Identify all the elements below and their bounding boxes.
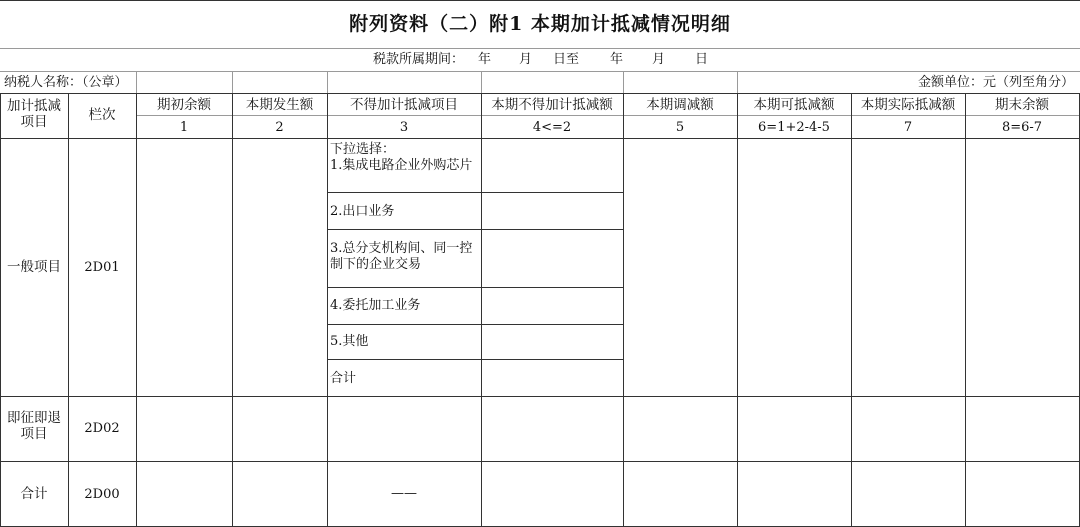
row-immediate-code: 2D02 [84, 421, 120, 436]
period-month-start: 月 [519, 52, 533, 67]
sub-item-other[interactable]: 5.其他 [330, 334, 369, 349]
colnum-5: 5 [675, 120, 685, 135]
colnum-8: 8=6-7 [1001, 120, 1043, 135]
colnum-6: 6=1+2-4-5 [758, 120, 830, 135]
row-immediate-label: 即征即退项目 [7, 410, 61, 443]
colnum-3: 3 [399, 120, 409, 135]
header-deductible: 本期可抵减额 [753, 97, 835, 113]
header-adjustment: 本期调减额 [646, 97, 714, 113]
page-title: 附列资料（二）附1 本期加计抵减情况明细 [349, 13, 731, 35]
sub-item-processing[interactable]: 4.委托加工业务 [330, 298, 421, 313]
sub-item-ic-chips[interactable]: 1.集成电路企业外购芯片 [330, 158, 473, 173]
taxpayer-label: 纳税人名称：（公章） [4, 75, 128, 90]
period-day-to: 日至 [553, 52, 580, 67]
header-col-no: 栏次 [88, 107, 116, 123]
sub-item-subtotal: 合计 [330, 371, 357, 386]
colnum-2: 2 [275, 120, 284, 135]
header-closing-balance: 期末余额 [995, 97, 1049, 113]
header-non-deductible-items: 不得加计抵减项目 [350, 97, 458, 113]
amount-unit-label: 金额单位：元（列至角分） [917, 75, 1074, 90]
header-non-deductible-amount: 本期不得加计抵减额 [491, 97, 613, 113]
period-year-start: 年 [478, 52, 492, 67]
row-total-dash: —— [391, 486, 417, 501]
sub-item-affiliated-transactions[interactable]: 3.总分支机构间、同一控制下的企业交易 [330, 241, 473, 272]
header-item: 加计抵减项目 [7, 98, 61, 131]
period-month-end: 月 [652, 52, 666, 67]
colnum-1: 1 [179, 120, 189, 135]
header-current-amount: 本期发生额 [245, 97, 314, 113]
row-total-code: 2D00 [84, 487, 120, 502]
period-year-end: 年 [610, 52, 624, 67]
colnum-7: 7 [903, 120, 913, 135]
dropdown-hint: 下拉选择： [330, 142, 396, 157]
sub-item-export[interactable]: 2.出口业务 [330, 204, 395, 219]
row-total-label: 合计 [20, 486, 48, 502]
period-day-end: 日 [695, 52, 709, 67]
row-general-label: 一般项目 [7, 259, 61, 275]
header-actual-deduction: 本期实际抵减额 [860, 97, 956, 113]
header-opening-balance: 期初余额 [157, 97, 211, 113]
period-label: 税款所属期间： [373, 52, 465, 67]
colnum-4: 4<=2 [532, 120, 572, 135]
row-general-code: 2D01 [84, 260, 120, 275]
